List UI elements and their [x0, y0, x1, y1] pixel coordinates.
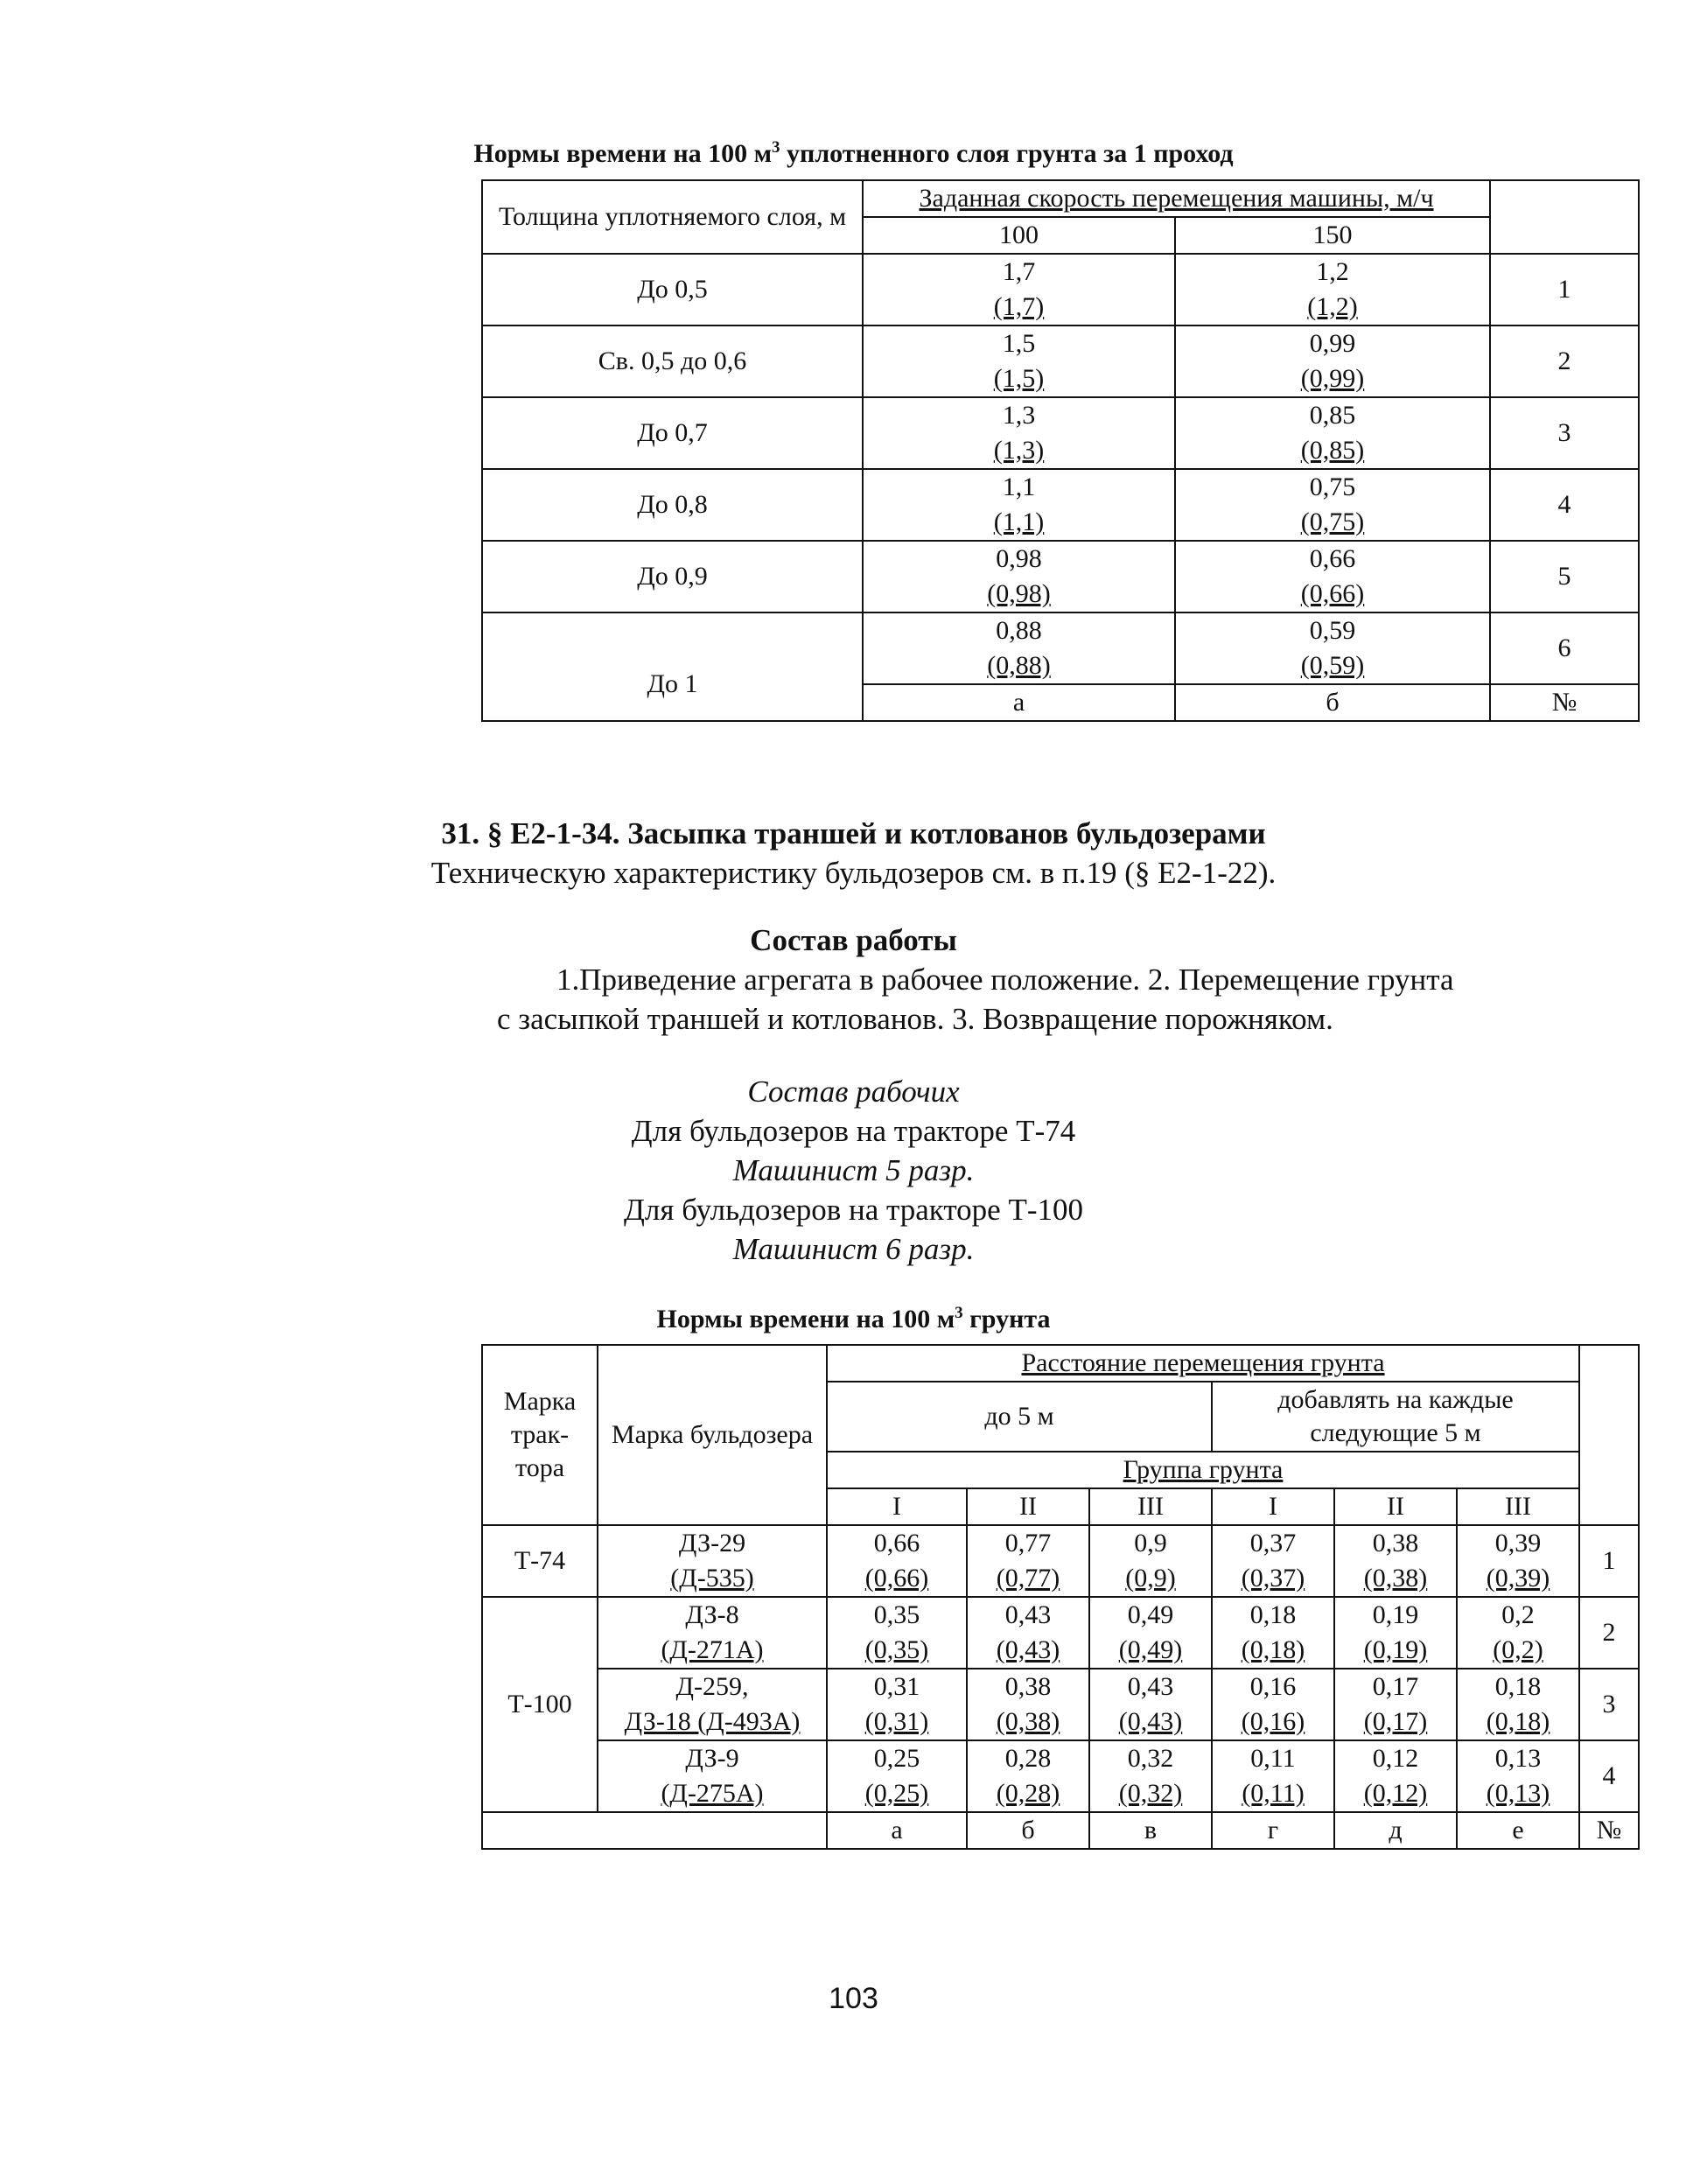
table2-cell-value: 0,38	[1372, 1529, 1419, 1558]
table2-cell	[967, 1597, 1089, 1669]
table2-cell-parenthetical: (0,43)	[996, 1635, 1060, 1664]
table1-caption-text-end: уплотненного слоя грунта за 1 проход	[780, 139, 1234, 168]
table1-caption-sup: 3	[772, 138, 780, 157]
table1-row-number: 6	[1490, 612, 1639, 684]
table2-cell-value: 0,43	[1127, 1672, 1174, 1701]
table2-cell	[967, 1525, 1089, 1597]
table1-cell-a-value: 0,98	[996, 544, 1042, 573]
table2-bulldozer	[598, 1740, 827, 1812]
table2-cell-parenthetical: (0,18)	[1241, 1635, 1305, 1664]
table1-cell-a-value: 1,7	[1002, 257, 1036, 286]
table-row	[482, 1525, 1639, 1597]
table2-cell-value: 0,25	[873, 1744, 920, 1773]
table2-caption-text: Нормы времени на 100 м	[656, 1305, 955, 1334]
table2-footer-cell: №	[1579, 1812, 1639, 1849]
table1	[481, 179, 1640, 722]
table1-row-number: 2	[1490, 326, 1639, 397]
table1-row-number: 1	[1490, 254, 1639, 326]
table2-bulldozer-line1: ДЗ-29	[678, 1529, 746, 1558]
table1-cell-b-value: 1,2	[1316, 257, 1349, 286]
table2-cell	[1457, 1669, 1579, 1740]
table-row	[482, 397, 1639, 469]
table2-cell-parenthetical: (0,18)	[1486, 1707, 1550, 1736]
table2-cell-parenthetical: (0,38)	[996, 1707, 1060, 1736]
table2-cell-value: 0,13	[1494, 1744, 1542, 1773]
table1-row-number: 4	[1490, 469, 1639, 541]
work-title: Состав работы	[750, 923, 957, 957]
table2-cell	[1089, 1597, 1212, 1669]
table2-cell-value: 0,32	[1127, 1744, 1174, 1773]
table2-cell-parenthetical: (0,11)	[1242, 1779, 1305, 1808]
table2-cell-value: 0,2	[1501, 1600, 1535, 1629]
table1-thickness: До 0,7	[482, 397, 863, 469]
table2-cell-value: 0,49	[1127, 1600, 1174, 1629]
table2-group-5: II	[1334, 1488, 1457, 1525]
table2-cell	[967, 1740, 1089, 1812]
table2-cell-value: 0,19	[1372, 1600, 1419, 1629]
table1-cell-a	[863, 326, 1175, 397]
table1-thickness: Св. 0,5 до 0,6	[482, 326, 863, 397]
table1-cell-a-parenthetical: (0,98)	[987, 579, 1051, 608]
table2-bulldozer-line1: Д-259,	[675, 1672, 749, 1701]
table1-thickness: До 0,9	[482, 541, 863, 612]
table2-cell	[827, 1525, 967, 1597]
table2-row-number: 4	[1579, 1740, 1639, 1812]
table2-tractor: Т-100	[482, 1597, 598, 1812]
table2-cell-parenthetical: (0,37)	[1241, 1564, 1305, 1592]
table2-cell	[1212, 1740, 1334, 1812]
table2-tractor: Т-74	[482, 1525, 598, 1597]
table1-cell-b-value: 0,66	[1309, 544, 1356, 573]
table2-bulldozer	[598, 1525, 827, 1597]
work-description	[497, 960, 1610, 1039]
table2-caption	[0, 1304, 1707, 1334]
table2-cell	[1212, 1597, 1334, 1669]
table1-cell-a-value: 1,1	[1002, 472, 1036, 501]
table1-head-empty	[1490, 180, 1639, 254]
table1-cell-b-value: 0,85	[1309, 401, 1356, 430]
table2-bulldozer-line2: (Д-275А)	[661, 1779, 764, 1808]
table2-cell-value: 0,43	[1004, 1600, 1052, 1629]
table2	[481, 1344, 1640, 1850]
table2-cell	[1212, 1525, 1334, 1597]
table1-cell-b-parenthetical: (1,2)	[1307, 292, 1358, 321]
table2-group-4: I	[1212, 1488, 1334, 1525]
table2-footer-cell: в	[1089, 1812, 1212, 1849]
table2-cell	[1334, 1597, 1457, 1669]
table2-cell-value: 0,39	[1494, 1529, 1542, 1558]
table-row	[482, 1669, 1639, 1740]
crew-1-machine: Для бульдозеров на тракторе Т-74	[631, 1114, 1076, 1148]
table2-cell	[1334, 1669, 1457, 1740]
table1-thickness: До 0,5	[482, 254, 863, 326]
table2-footer-cell: а	[827, 1812, 967, 1849]
table1-cell-a-parenthetical: (1,7)	[993, 292, 1045, 321]
table2-bulldozer-line2: (Д-271А)	[661, 1635, 764, 1664]
table2-cell-value: 0,16	[1249, 1672, 1297, 1701]
table1-cell-a-parenthetical: (1,5)	[993, 364, 1045, 393]
table1-cell-b	[1175, 541, 1490, 612]
table2-cell	[1457, 1740, 1579, 1812]
table2-group-6: III	[1457, 1488, 1579, 1525]
table2-row-number: 2	[1579, 1597, 1639, 1669]
table1-cell-a-parenthetical: (1,1)	[993, 508, 1045, 536]
table2-cell-value: 0,37	[1249, 1529, 1297, 1558]
table2-footer-cell: е	[1457, 1812, 1579, 1849]
crew-1-operator: Машинист 5 разр.	[732, 1153, 975, 1187]
table2-cell	[1457, 1525, 1579, 1597]
table1-head-thickness: Толщина уплотняемого слоя, м	[482, 180, 863, 254]
table2-cell	[967, 1669, 1089, 1740]
table2-cell-value: 0,66	[873, 1529, 920, 1558]
table2-head-group: Группа грунта	[827, 1452, 1579, 1488]
table1-cell-b-value: 0,59	[1309, 616, 1356, 645]
table2-footer-cell: г	[1212, 1812, 1334, 1849]
section-tech-ref: Техническую характеристику бульдозеров см. в п.19 (§ Е2-1-22).	[430, 856, 1277, 890]
table2-cell-value: 0,38	[1004, 1672, 1052, 1701]
table1-cell-a	[863, 397, 1175, 469]
table2-cell-value: 0,12	[1372, 1744, 1419, 1773]
table-row	[482, 612, 1639, 684]
table2-cell-parenthetical: (0,17)	[1363, 1707, 1428, 1736]
table2-cell-parenthetical: (0,38)	[1363, 1564, 1428, 1592]
table2-cell	[1089, 1525, 1212, 1597]
table2-cell	[1334, 1740, 1457, 1812]
table1-cell-a	[863, 469, 1175, 541]
table2-cell	[827, 1597, 967, 1669]
table2-bulldozer-line2: ДЗ-18 (Д-493А)	[624, 1707, 801, 1736]
table2-head-each5: добавлять на каждые следующие 5 м	[1212, 1382, 1579, 1452]
table1-thickness: До 1	[482, 612, 863, 721]
table2-cell-parenthetical: (0,28)	[996, 1779, 1060, 1808]
table2-bulldozer-line1: ДЗ-9	[685, 1744, 739, 1773]
table2-group-2: II	[967, 1488, 1089, 1525]
crew-2-operator: Машинист 6 разр.	[732, 1232, 975, 1266]
table2-cell-value: 0,28	[1004, 1744, 1052, 1773]
section-heading: 31. § Е2-1-34. Засыпка траншей и котлованов бульдозерами	[441, 816, 1266, 850]
table-row	[482, 254, 1639, 326]
table1-head-speed-150: 150	[1175, 217, 1490, 254]
table1-row-number: 5	[1490, 541, 1639, 612]
table2-footer-cell: б	[967, 1812, 1089, 1849]
table1-caption	[0, 138, 1707, 169]
table2-cell-parenthetical: (0,9)	[1125, 1564, 1176, 1592]
table1-footer-a: а	[863, 684, 1175, 721]
table1-cell-b-value: 0,99	[1309, 329, 1356, 358]
table2-group-1: I	[827, 1488, 967, 1525]
table2-group-3: III	[1089, 1488, 1212, 1525]
table2-cell-parenthetical: (0,43)	[1118, 1707, 1183, 1736]
table2-cell-parenthetical: (0,32)	[1118, 1779, 1183, 1808]
table2-cell	[1089, 1669, 1212, 1740]
table2-head-empty	[1579, 1345, 1639, 1525]
table2-cell-parenthetical: (0,2)	[1493, 1635, 1543, 1664]
table2-cell-value: 0,18	[1249, 1600, 1297, 1629]
table1-cell-b	[1175, 397, 1490, 469]
table2-row-number: 1	[1579, 1525, 1639, 1597]
work-line-1: 1.Приведение агрегата в рабочее положение. 2. Перемещение грунта	[556, 962, 1454, 997]
table2-head-distance: Расстояние перемещения грунта	[827, 1345, 1579, 1382]
table2-footer-blank	[482, 1812, 827, 1849]
table2-cell-parenthetical: (0,39)	[1486, 1564, 1550, 1592]
page-number: 103	[829, 1982, 878, 2015]
table-row	[482, 1597, 1639, 1669]
table1-footer-b: б	[1175, 684, 1490, 721]
table2-cell	[1334, 1525, 1457, 1597]
table2-bulldozer-line2: (Д-535)	[670, 1564, 754, 1592]
table1-cell-a-value: 1,3	[1002, 401, 1036, 430]
table1-cell-b	[1175, 254, 1490, 326]
table1-cell-b-parenthetical: (0,59)	[1300, 651, 1365, 680]
table2-caption-sup: 3	[955, 1304, 963, 1322]
table2-cell-value: 0,11	[1250, 1744, 1296, 1773]
table-row	[482, 541, 1639, 612]
table1-cell-a	[863, 254, 1175, 326]
table2-cell-parenthetical: (0,66)	[864, 1564, 929, 1592]
table1-cell-b	[1175, 612, 1490, 684]
table2-cell-parenthetical: (0,13)	[1486, 1779, 1550, 1808]
table1-cell-b	[1175, 469, 1490, 541]
table2-bulldozer	[598, 1669, 827, 1740]
table1-cell-b-parenthetical: (0,75)	[1300, 508, 1365, 536]
table2-cell-parenthetical: (0,77)	[996, 1564, 1060, 1592]
table2-cell-parenthetical: (0,35)	[864, 1635, 929, 1664]
table1-cell-a-parenthetical: (1,3)	[993, 436, 1045, 465]
table2-cell-value: 0,18	[1494, 1672, 1542, 1701]
crew-2-machine: Для бульдозеров на тракторе Т-100	[624, 1193, 1083, 1227]
table2-caption-text-end: грунта	[962, 1305, 1051, 1334]
table2-cell-parenthetical: (0,49)	[1118, 1635, 1183, 1664]
table1-cell-b-parenthetical: (0,85)	[1300, 436, 1365, 465]
table1-cell-b	[1175, 326, 1490, 397]
table1-caption-text: Нормы времени на 100 м	[473, 139, 773, 168]
table-row	[482, 469, 1639, 541]
table2-cell-value: 0,35	[873, 1600, 920, 1629]
table1-row-number: 3	[1490, 397, 1639, 469]
table2-row-number: 3	[1579, 1669, 1639, 1740]
table1-cell-b-value: 0,75	[1309, 472, 1356, 501]
table1-cell-a-value: 0,88	[996, 616, 1042, 645]
table1-cell-a	[863, 612, 1175, 684]
table2-footer-row	[482, 1812, 1639, 1849]
table-row	[482, 1740, 1639, 1812]
table2-cell-parenthetical: (0,25)	[864, 1779, 929, 1808]
table1-head-speed-100: 100	[863, 217, 1175, 254]
table2-cell	[827, 1669, 967, 1740]
table2-head-tractor: Марка трак-тора	[482, 1345, 598, 1525]
table2-cell	[827, 1740, 967, 1812]
table2-cell-value: 0,17	[1372, 1672, 1419, 1701]
table2-head-bulldozer: Марка бульдозера	[598, 1345, 827, 1525]
table1-cell-b-parenthetical: (0,66)	[1300, 579, 1365, 608]
table2-cell-parenthetical: (0,12)	[1363, 1779, 1428, 1808]
table2-cell	[1212, 1669, 1334, 1740]
table1-thickness: До 0,8	[482, 469, 863, 541]
table1-footer-no: №	[1490, 684, 1639, 721]
table2-cell-parenthetical: (0,31)	[864, 1707, 929, 1736]
table2-cell	[1457, 1597, 1579, 1669]
table2-cell-value: 0,77	[1004, 1529, 1052, 1558]
table1-cell-a	[863, 541, 1175, 612]
table2-cell-value: 0,9	[1134, 1529, 1167, 1558]
table-row	[482, 326, 1639, 397]
work-line-2: с засыпкой траншей и котлованов. 3. Возвращение порожняком.	[497, 1002, 1333, 1036]
table2-cell	[1089, 1740, 1212, 1812]
workers-title: Состав рабочих	[747, 1074, 960, 1109]
table2-bulldozer	[598, 1597, 827, 1669]
table1-cell-b-parenthetical: (0,99)	[1300, 364, 1365, 393]
table1-cell-a-value: 1,5	[1002, 329, 1036, 358]
table1-head-speed: Заданная скорость перемещения машины, м/ч	[863, 180, 1490, 217]
table2-footer-cell: д	[1334, 1812, 1457, 1849]
table2-cell-parenthetical: (0,16)	[1241, 1707, 1305, 1736]
table2-cell-parenthetical: (0,19)	[1363, 1635, 1428, 1664]
table2-head-upto5: до 5 м	[827, 1382, 1212, 1452]
table2-bulldozer-line1: ДЗ-8	[685, 1600, 739, 1629]
table2-cell-value: 0,31	[873, 1672, 920, 1701]
table1-cell-a-parenthetical: (0,88)	[987, 651, 1051, 680]
